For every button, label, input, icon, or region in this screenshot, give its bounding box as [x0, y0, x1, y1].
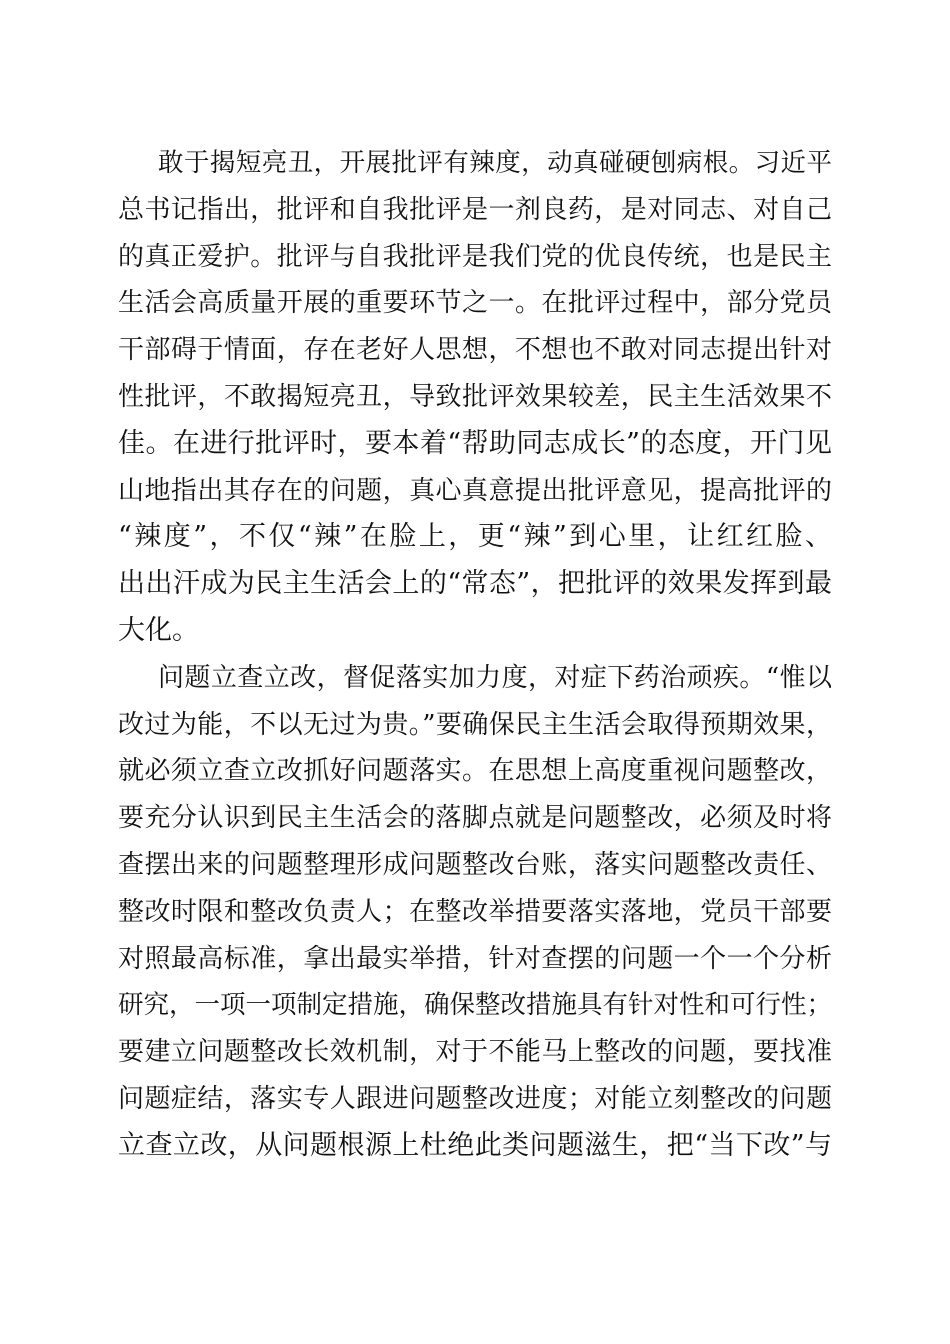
paragraph-rectification [118, 655, 832, 1170]
text-line: 敢于揭短亮丑，开展批评有辣度，动真碰硬刨病根。习近平 [158, 148, 832, 178]
text-line: 问题立查立改，督促落实加力度，对症下药治顽疾。“惟以 [158, 662, 832, 693]
text-line: 要充分认识到民主生活会的落脚点就是问题整改，必须及时将 [118, 803, 832, 834]
text-line: 大化。 [118, 614, 199, 646]
text-line: 生活会高质量开展的重要环节之一。在批评过程中，部分党员 [118, 288, 832, 319]
text-line: 要建立问题整改长效机制，对于不能马上整改的问题，要找准 [118, 1037, 832, 1068]
text-line: 整改时限和整改负责人；在整改举措要落实落地，党员干部要 [118, 896, 832, 927]
paragraph-criticism [118, 140, 832, 655]
text-line: 问题症结，落实专人跟进问题整改进度；对能立刻整改的问题 [118, 1083, 832, 1114]
text-line: 改过为能，不以无过为贵。”要确保民主生活会取得预期效果， [118, 709, 832, 740]
document-body [118, 140, 832, 1170]
text-line: 性批评，不敢揭短亮丑，导致批评效果较差，民主生活效果不 [118, 381, 832, 412]
text-line: “辣度”，不仅“辣”在脸上，更“辣”到心里，让红红脸、 [118, 521, 832, 553]
text-line: 研究，一项一项制定措施，确保整改措施具有针对性和可行性； [118, 990, 833, 1021]
text-line: 佳。在进行批评时，要本着“帮助同志成长”的态度，开门见 [118, 427, 832, 459]
text-line: 总书记指出，批评和自我批评是一剂良药，是对同志、对自己 [118, 194, 832, 225]
text-line: 的真正爱护。批评与自我批评是我们党的优良传统，也是民主 [118, 241, 832, 272]
text-line: 出出汗成为民主生活会上的“常态”，把批评的效果发挥到最 [118, 568, 832, 600]
text-line: 查摆出来的问题整理形成问题整改台账，落实问题整改责任、 [118, 849, 832, 880]
text-line: 对照最高标准，拿出最实举措，针对查摆的问题一个一个分析 [118, 943, 832, 974]
text-line: 立查立改，从问题根源上杜绝此类问题滋生，把“当下改”与 [118, 1129, 832, 1161]
text-line: 干部碍于情面，存在老好人思想，不想也不敢对同志提出针对 [118, 335, 832, 366]
text-line: 就必须立查立改抓好问题落实。在思想上高度重视问题整改， [118, 756, 832, 787]
text-line: 山地指出其存在的问题，真心真意提出批评意见，提高批评的 [118, 475, 832, 506]
